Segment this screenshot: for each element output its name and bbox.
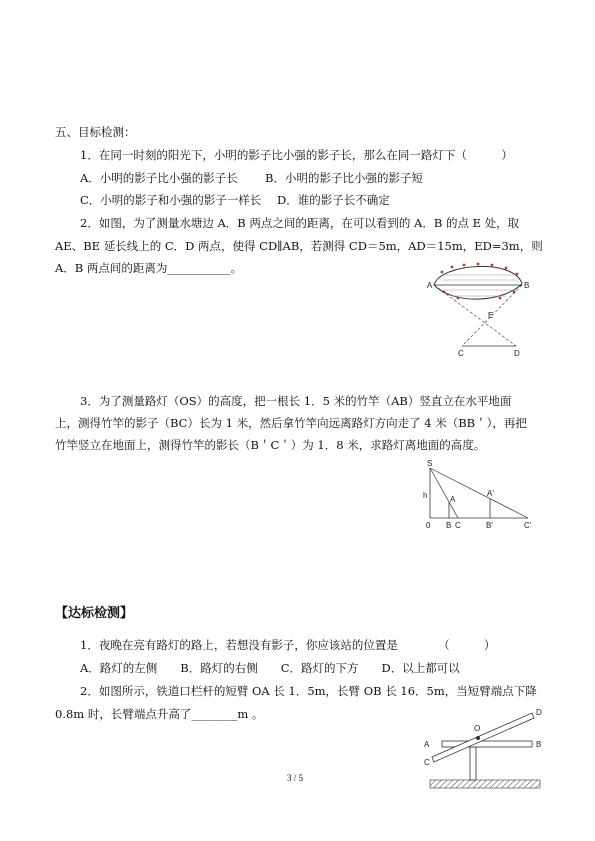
barrier-label-o: O xyxy=(474,724,481,733)
lamp-label-h: h xyxy=(423,491,428,500)
barrier-pivot xyxy=(476,736,480,740)
q2-line1: 2．如图，为了测量水塘边 A．B 两点之间的距离，在可以看到的 A．B 的点 E 处，取 xyxy=(80,216,520,230)
barrier-label-a: A xyxy=(424,740,430,749)
q3-line2: 上，测得竹竿的影子（BC）长为 1 米，然后拿竹竿向远离路灯方向走了 4 米（BB＇），再把 xyxy=(55,416,527,430)
lamp-label-c2: C' xyxy=(524,521,532,530)
lamp-label-a2: A' xyxy=(487,489,494,498)
barrier-label-c: C xyxy=(424,758,430,767)
lamp-label-o: 0 xyxy=(426,521,431,530)
dabiao-q1-options: A．路灯的左侧 B．路灯的右侧 C．路灯的下方 D．以上都可以 xyxy=(80,661,460,675)
q1-option-c: C．小明的影子和小强的影子一样长 xyxy=(80,193,262,207)
barrier-post xyxy=(470,747,476,780)
dabiao-q2-line1: 2．如图所示，铁道口栏杆的短臂 OA 长 1．5m，长臂 OB 长 16．5m，当短臂端点下降 xyxy=(80,684,537,698)
dabiao-q1-stem: 1．夜晚在亮有路灯的路上，若想没有影子，你应该站的位置是 （ ） xyxy=(80,638,496,652)
pond-label-b: B xyxy=(524,281,530,290)
dabiao-q2-line2: 0.8m 时，长臂端点升高了________m 。 xyxy=(55,707,264,721)
section-heading: 五、目标检测： xyxy=(55,125,136,139)
q1-option-d: D．谁的影子长不确定 xyxy=(277,193,390,207)
q2-line2: AE、BE 延长线上的 C．D 两点，使得 CD∥AB，若测得 CD＝5m，AD＝15m，ED=3m，则 xyxy=(55,239,543,253)
q2-line3: A．B 两点间的距离为___________。 xyxy=(55,261,243,275)
barrier-crossbar xyxy=(442,741,532,747)
barrier-label-b: B xyxy=(536,740,542,749)
pond-label-d: D xyxy=(514,349,520,358)
barrier-arm xyxy=(432,713,534,762)
q3-line1: 3．为了测量路灯（OS）的高度，把一根长 1．5 米的竹竿（AB）竖直立在水平地面 xyxy=(80,394,512,408)
lamp-label-b2: B' xyxy=(486,521,493,530)
barrier-base xyxy=(430,780,540,788)
lamp-label-a: A xyxy=(450,495,456,504)
barrier-figure xyxy=(420,705,550,795)
q3-line3: 竹竿竖立在地面上，测得竹竿的影长（B＇C＇）为 1．8 米，求路灯离地面的高度。 xyxy=(55,438,486,452)
pond-label-e: E xyxy=(488,311,494,320)
lamp-label-c: C xyxy=(455,521,461,530)
pond-figure xyxy=(420,260,540,360)
pond-label-c: C xyxy=(458,349,464,358)
barrier-label-d: D xyxy=(536,708,542,717)
page-number: 3 / 5 xyxy=(287,773,304,783)
dabiao-heading: 【达标检测】 xyxy=(55,606,134,621)
lamp-label-b: B xyxy=(446,521,452,530)
pond-label-a: A xyxy=(427,281,433,290)
lamp-figure xyxy=(420,458,540,538)
q1-option-b: B．小明的影子比小强的影子短 xyxy=(265,171,423,185)
pond-outline xyxy=(434,266,522,299)
q1-stem: 1．在同一时刻的阳光下，小明的影子比小强的影子长，那么在同一路灯下（ ） xyxy=(80,148,513,162)
lamp-label-s: S xyxy=(427,459,433,468)
q1-option-a: A．小明的影子比小强的影子长 xyxy=(80,171,238,185)
